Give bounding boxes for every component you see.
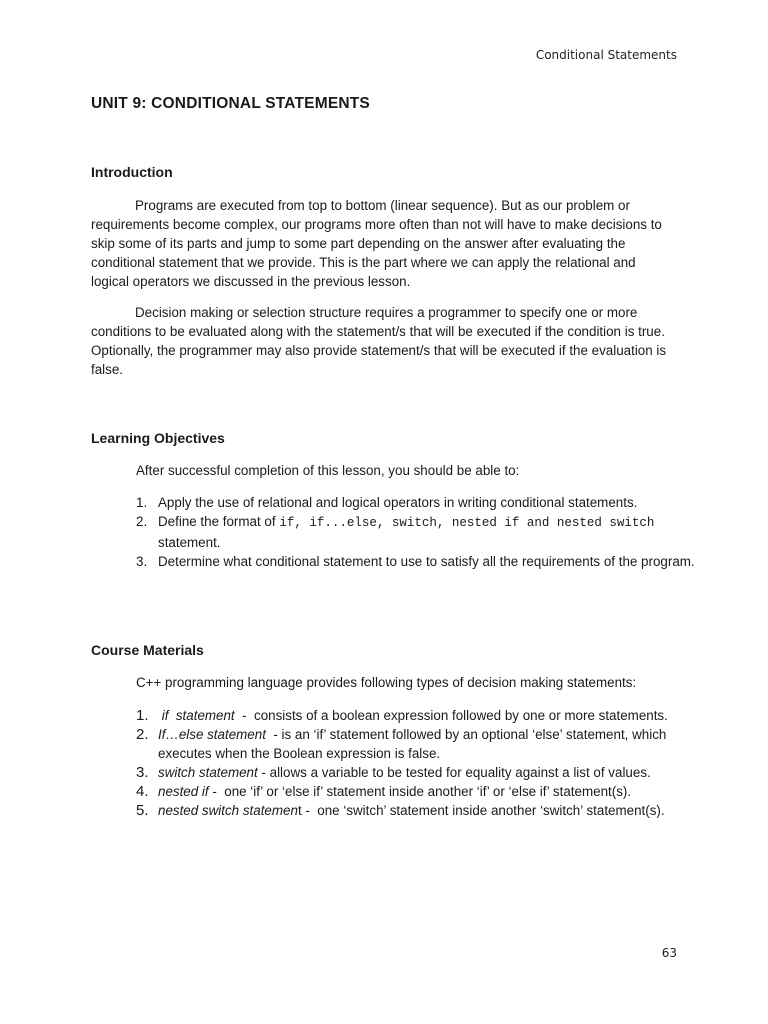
- objective-code-keywords: if, if...else, switch, nested if: [279, 516, 520, 530]
- material-item: [136, 706, 696, 725]
- material-term: switch statement: [158, 765, 258, 780]
- materials-list: [136, 706, 696, 820]
- page-number: 63: [661, 946, 677, 960]
- objectives-lead: After successful completion of this lesson, you should be able to:: [136, 463, 520, 478]
- objective-number: 1.: [136, 495, 148, 510]
- objective-item: [136, 512, 696, 552]
- learning-objectives-heading: Learning Objectives: [91, 430, 225, 446]
- material-number: 5.: [136, 802, 149, 819]
- material-number: 4.: [136, 783, 149, 800]
- introduction-heading: Introduction: [91, 164, 173, 180]
- objective-number: 3.: [136, 554, 148, 569]
- objective-item: [136, 493, 696, 512]
- material-number: 2.: [136, 726, 149, 743]
- objective-text: Determine what conditional statement to use to satisfy all the requirements of the program.: [158, 554, 695, 569]
- objective-text: Apply the use of relational and logical operators in writing conditional statements.: [158, 495, 638, 510]
- material-number: 1.: [136, 707, 149, 724]
- material-description: - is an ‘if’ statement followed by an optional ‘else’ statement, which executes when the Boolean expression is false.: [158, 727, 671, 761]
- objective-text-pre: Define the format of: [158, 514, 280, 529]
- material-description: t - one ‘switch’ statement inside another ‘switch’ statement(s).: [297, 803, 665, 818]
- material-term: nested if: [158, 784, 209, 799]
- materials-lead: C++ programming language provides following types of decision making statements:: [136, 675, 637, 690]
- objective-text-mid: and: [519, 516, 557, 530]
- objective-number: 2.: [136, 514, 148, 529]
- material-term: if statement: [158, 708, 235, 723]
- material-term: If…else statement: [158, 727, 266, 742]
- material-description: - allows a variable to be tested for equality against a list of values.: [257, 765, 651, 780]
- material-item: [136, 801, 696, 820]
- objective-code-nested-switch: nested switch: [556, 516, 655, 530]
- material-item: [136, 763, 696, 782]
- course-materials-heading: Course Materials: [91, 642, 204, 658]
- introduction-paragraph-2: Decision making or selection structure requires a programmer to specify one or more conditions to be evaluated along with the statement/s that will be executed if the condition is true. Optionally, the programmer may also provide statement/s that will be executed if the evaluation is false.: [91, 305, 667, 377]
- unit-title: UNIT 9: CONDITIONAL STATEMENTS: [91, 95, 370, 112]
- objective-item: [136, 552, 696, 571]
- material-description: - consists of a boolean expression followed by one or more statements.: [234, 708, 668, 723]
- running-header: Conditional Statements: [535, 48, 677, 62]
- material-description: - one ‘if’ or ‘else if’ statement inside another ‘if’ or ‘else if’ statement(s).: [208, 784, 632, 799]
- introduction-paragraph-1: Programs are executed from top to bottom (linear sequence). But as our problem or requirements become complex, our programs more often than not will have to make decisions to skip some of its parts and jump to some part depending on the answer after evaluating the conditional statement that we provide. This is the part where we can apply the relational and logical operators we discussed in the previous lesson.: [91, 198, 662, 289]
- material-term: nested switch statemen: [158, 803, 298, 818]
- objectives-list: [136, 493, 696, 571]
- material-item: [136, 782, 696, 801]
- objective-text-post: statement.: [158, 535, 221, 550]
- material-item: [136, 725, 696, 763]
- material-number: 3.: [136, 764, 149, 781]
